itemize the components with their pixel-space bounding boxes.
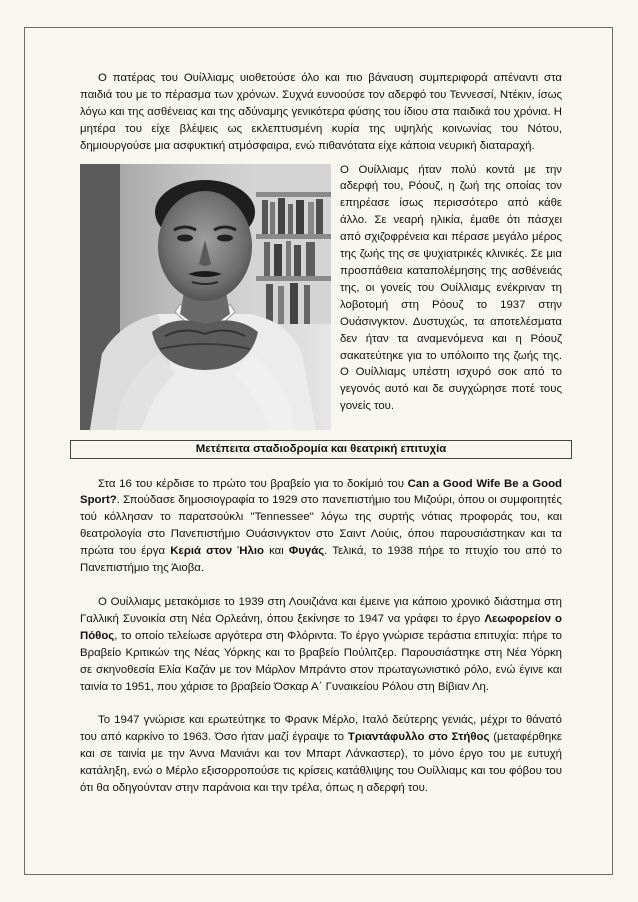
section-heading: Μετέπειτα σταδιοδρομία και θεατρική επιτυχία	[70, 440, 572, 459]
essay-title: Can a Good Wife Be a Good Sport?	[80, 477, 562, 507]
text-segment: . Σπούδασε δημοσιογραφία το 1929 στο πανεπιστήμιο του Μιζούρι, όπου οι συμφοιτητές τού κόλλησαν το παρατσούκλι "Tennessee" λόγω της συρτής νότιας προφοράς του, και θεατρολογία στο Πανεπιστήμιο Ουάσινγκτον στο Σαιντ Λούις, όπου παρουσιάστηκαν και τα πρώτα του έργα	[80, 494, 562, 558]
paragraph-sister: Ο Ουίλλιαμς ήταν πολύ κοντά με την αδερφή του, Ρόουζ, η ζωή της οποίας τον επηρέασε ίσως περισσότερο από κάθε άλλο. Σε νεαρή ηλικία, έμαθε ότι πάσχει από σχιζοφρένεια και πέρασε μεγάλο μέρος της ζωής της σε ψυχιατρικές κλινικές. Σε μια προσπάθεια καταπολέμησης της ασθένειάς της, οι γονείς του Ουίλλιαμς ενέκριναν τη λοβοτομή στη Ρόουζ το 1937 στην Ουάσινγκτον. Δυστυχώς, τα αποτελέσματα δεν ήταν τα αναμενόμενα και η Ρόουζ σακατεύτηκε για το υπόλοιπο της ζωής της. Ο Ουίλλιαμς υπέστη ισχυρό σοκ από το γεγονός αυτό και δε συγχώρησε ποτέ τους γονείς του.	[340, 163, 562, 413]
paragraph-father: Ο πατέρας του Ουίλλιαμς υιοθετούσε όλο και πιο βάναυση συμπεριφορά απέναντι στα παιδιά του με το πέρασμα των χρόνων. Συχνά ευνοούσε τον αδερφό του Τεννεσσί, Ντέκιν, ίσως λόγω και της ασθένειας και της αδύναμης γενικότερα φύσης του ίδιου στα παιδικά του χρόνια. Η μητέρα του είχε βλέψεις ως εκλεπτυσμένη κυρία της υψηλής κοινωνίας του Νότου, δημιουργούσε μια ασφυκτική ατμόσφαιρα, ενώ πιθανότατα είχε κάποια νευρική διαταραχή.	[80, 72, 562, 152]
portrait-photo	[80, 164, 331, 430]
text-segment: , το οποίο τελείωσε αργότερα στη Φλόριντα. Το έργο γνώρισε τεράστια επιτυχία: πήρε το Βραβείο Κριτικών της Νέας Υόρκης και το βραβείο Πούλιτζερ. Παρουσιάστηκε στη Νέα Υόρκη σε σκηνοθεσία Ελία Καζάν με τον Μάρλον Μπράντο στον πρωταγωνιστικό ρόλο, ενώ έγινε και ταινία το 1951, που χάρισε το βραβείο Όσκαρ Α΄ Γυναικείου Ρόλου στη Βίβιαν Λη.	[80, 629, 562, 693]
document-body	[80, 70, 562, 797]
text-segment: (μεταφέρθηκε και σε ταινία με την Άννα Μανιάνι και τον Μπαρτ Λάνκαστερ), το μόνο έργο του με ευτυχή κατάληξη, ενώ ο Μέρλο εξισορροπούσε τις κρίσεις κατάθλιψης του Ουίλλιαμς και του φόβου του ότι θα οδηγούνταν στην παράνοια και την τρέλα, όπως η αδερφή του.	[80, 731, 562, 795]
paragraph-merlo	[80, 712, 562, 797]
paragraph-louisiana	[80, 594, 562, 695]
play-title: Φυγάς	[288, 545, 325, 558]
text-segment: Το 1947 γνώρισε και ερωτεύτηκε το Φρανκ Μέρλο, Ιταλό δεύτερης γενιάς, μέχρι το θάνατό του από καρκίνο το 1963. Όσο ήταν μαζί έγραψε το	[80, 714, 562, 744]
text-segment: και	[263, 545, 289, 558]
text-segment: Στα 16 του κέρδισε το πρώτο του βραβείο για το δοκίμιό του	[98, 477, 408, 490]
text-segment: . Τελικά, το 1938 πήρε το πτυχίο του από το Πανεπιστήμιο της Άιοβα.	[80, 545, 562, 575]
play-title: Λεωφορείον ο Πόθος	[80, 612, 563, 642]
play-title: Κεριά στον Ήλιο	[170, 545, 264, 558]
text-segment: Ο Ουίλλιαμς μετακόμισε το 1939 στη Λουιζιάνα και έμεινε για κάποιο χρονικό διάστημα στη Γαλλική Συνοικία στη Νέα Ορλεάνη, όπου ξεκίνησε το 1947 να γράφει το έργο	[80, 595, 562, 625]
paragraph-early-career	[80, 476, 562, 577]
photo-section	[80, 162, 562, 430]
play-title: Τριαντάφυλλο στο Στήθος	[347, 731, 490, 744]
